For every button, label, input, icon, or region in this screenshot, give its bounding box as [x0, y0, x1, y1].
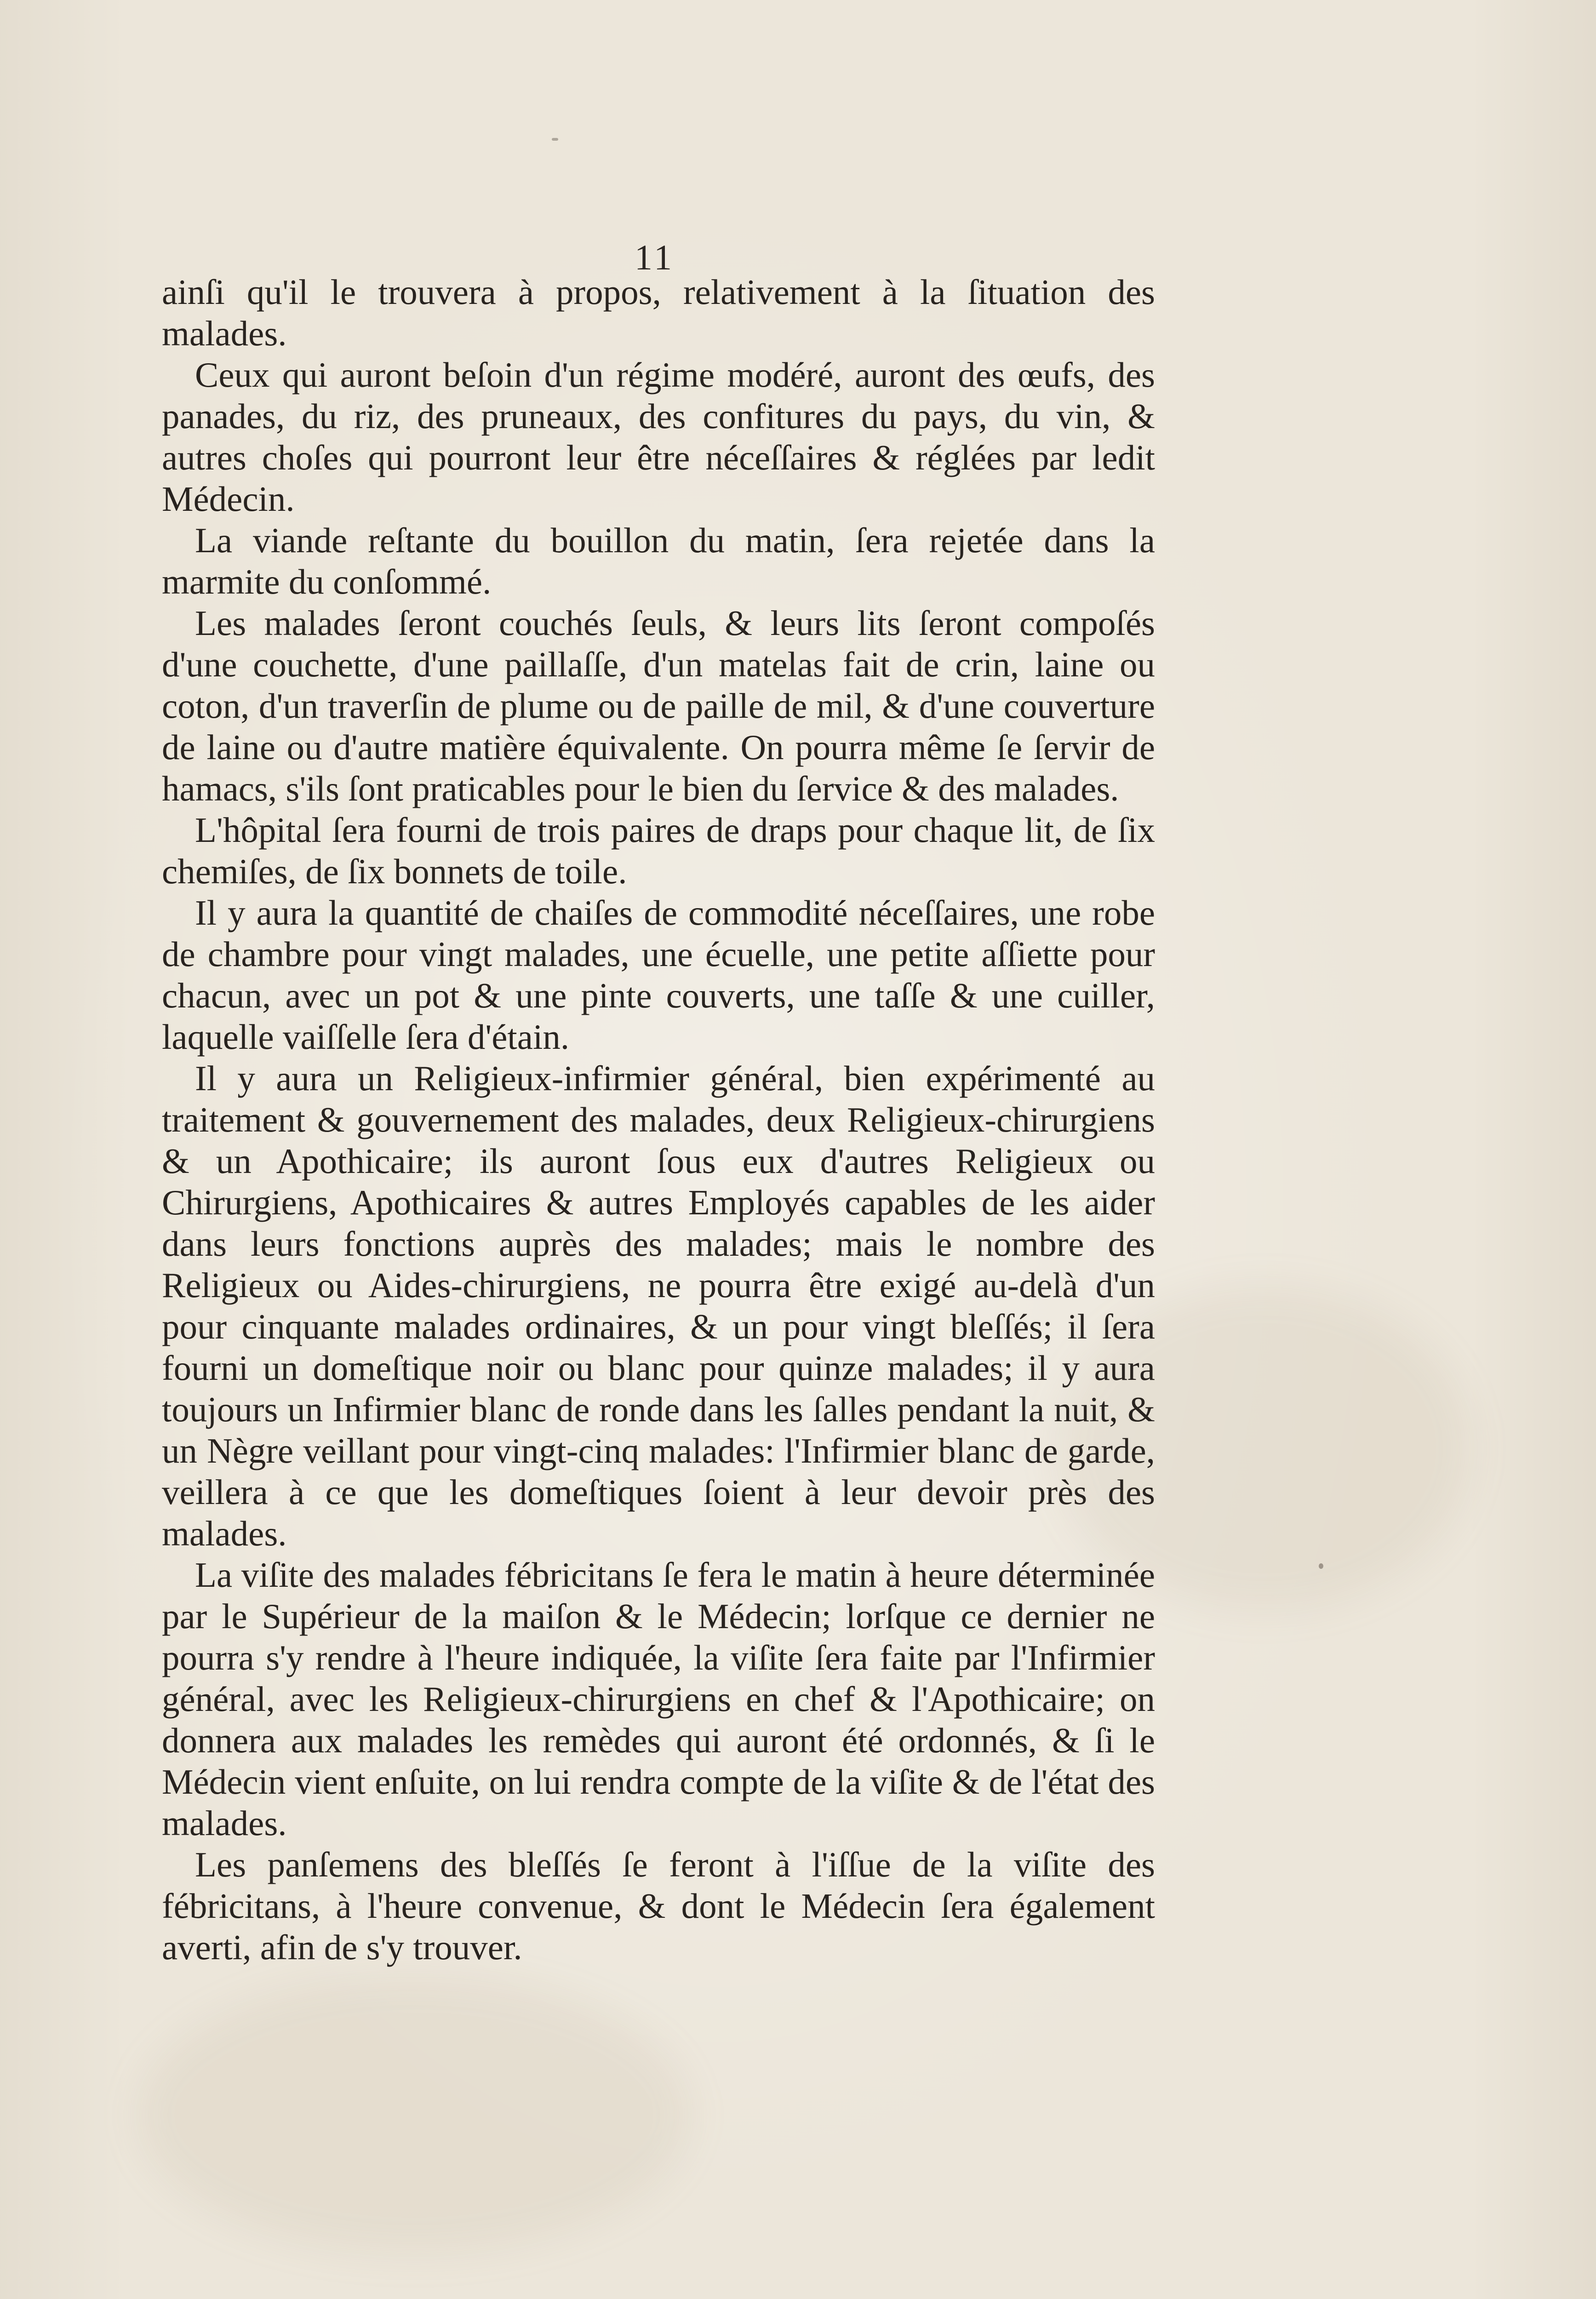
paragraph: La viſite des malades fébricitans ſe fera le matin à heure déterminée par le Supérieur de la maiſon & le Médecin; lorſque ce dernier ne pourra s'y rendre à l'heure indiquée, la viſite ſera faite par l'Infirmier général, avec les Religieux-chirurgiens en chef & l'Apothicaire; on donnera aux malades les remèdes qui auront été ordonnés, & ſi le Médecin vient enſuite, on lui rendra compte de la viſite & de l'état des malades.: [162, 1555, 1155, 1843]
paragraph: L'hôpital ſera fourni de trois paires de draps pour chaque lit, de ſix chemiſes, de ſix bonnets de toile.: [162, 810, 1155, 891]
body-text: [162, 271, 1155, 1968]
paragraph: Les panſemens des bleſſés ſe feront à l'iſſue de la viſite des fébricitans, à l'heure convenue, & dont le Médecin ſera également averti, afin de s'y trouver.: [162, 1845, 1155, 1967]
paper-stain: [138, 1977, 690, 2253]
paragraph: ainſi qu'il le trouvera à propos, relativement à la ſituation des malades.: [162, 272, 1155, 353]
ink-speck: [1319, 1563, 1323, 1569]
paragraph: Les malades ſeront couchés ſeuls, & leurs lits ſeront compoſés d'une couchette, d'une paillaſſe, d'un matelas fait de crin, laine ou coton, d'un traverſin de plume ou de paille de mil, & d'une couverture de laine ou d'autre matière équivalente. On pourra même ſe ſervir de hamacs, s'ils ſont praticables pour le bien du ſervice & des malades.: [162, 603, 1155, 808]
paragraph: La viande reſtante du bouillon du matin, ſera rejetée dans la marmite du conſommé.: [162, 520, 1155, 601]
paragraph: Il y aura un Religieux-infirmier général, bien expérimenté au traitement & gouvernement des malades, deux Religieux-chirurgiens & un Apothicaire; ils auront ſous eux d'autres Religieux ou Chirurgiens, Apothicaires & autres Employés capables de les aider dans leurs fonctions auprès des malades; mais le nombre des Religieux ou Aides-chirurgiens, ne pourra être exigé au-delà d'un pour cinquante malades ordinaires, & un pour vingt bleſſés; il ſera fourni un domeſtique noir ou blanc pour quinze malades; il y aura toujours un Infirmier blanc de ronde dans les ſalles pendant la nuit, & un Nègre veillant pour vingt-cinq malades: l'Infirmier blanc de garde, veillera à ce que les domeſtiques ſoient à leur devoir près des malades.: [162, 1058, 1155, 1553]
paragraph: Il y aura la quantité de chaiſes de commodité néceſſaires, une robe de chambre pour vingt malades, une écuelle, une petite aſſiette pour chacun, avec un pot & une pinte couverts, une taſſe & une cuiller, laquelle vaiſſelle ſera d'étain.: [162, 893, 1155, 1057]
paragraph: Ceux qui auront beſoin d'un régime modéré, auront des œufs, des panades, du riz, des pruneaux, des confitures du pays, du vin, & autres choſes qui pourront leur être néceſſaires & réglées par ledit Médecin.: [162, 355, 1155, 519]
ink-speck: [552, 138, 558, 141]
page-number: 11: [635, 237, 675, 277]
